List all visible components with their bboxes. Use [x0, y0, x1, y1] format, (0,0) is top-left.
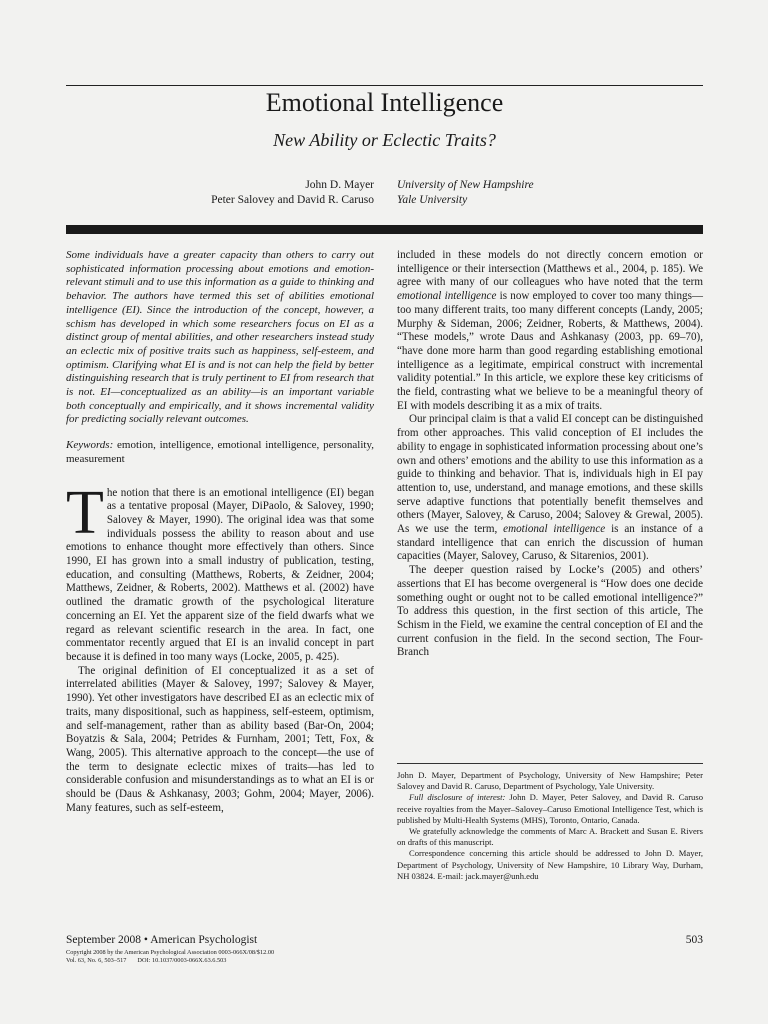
- body-paragraph-3: included in these models do not directly concern emotion or intelligence or their intersection (Matthews et al., 2004, p. 185). We agree with many of our colleagues who have noted that the term emotional intelligence is now employed to cover too many things—too many different traits, too many different concepts (Landy, 2005; Murphy & Sideman, 2006; Zeidner, Roberts, & Matthews, 2004). “These models,” wrote Daus and Ashkanasy (2003, pp. 69–70), “have done more harm than good regarding establishing emotional intelligence as a legitimate, empirical construct with incremental validity potential.” In this article, we explore these key criticisms of the field, contrasting what we believe to be a meaningful theory of EI with models describing it as a mix of traits.: [397, 249, 703, 412]
- left-column: [66, 249, 374, 815]
- body-paragraph-1: [66, 478, 374, 665]
- footnote-acknowledgment: We gratefully acknowledge the comments of Marc A. Brackett and Susan E. Rivers on drafts of this manuscript.: [397, 826, 703, 848]
- footer-journal: September 2008 • American Psychologist: [66, 934, 258, 946]
- body-paragraph-2: The original definition of EI conceptualized it as a set of interrelated abilities (Mayer & Salovey, 1997; Salovey & Mayer, 1990). Yet other investigators have described EI as an eclectic mix of traits, many dispositional, such as happiness, self-esteem, optimism, and self-management, rather than as ability based (Bar-On, 2004; Boyatzis & Sala, 2004; Petrides & Furnham, 2001; Tett, Fox, & Wang, 2005). This alternative approach to the concept—the use of the term to designate eclectic mixes of traits—has led to considerable confusion and misunderstandings as to what an EI is or should be (Daus & Ashkanasy, 2003; Gohm, 2004; Mayer, 2006). Many features, such as self-esteem,: [66, 664, 374, 814]
- copyright-line-1: Copyright 2008 by the American Psychological Association 0003-066X/08/$12.00: [66, 949, 275, 956]
- body-paragraph-1-text: he notion that there is an emotional intelligence (EI) began as a tentative proposal (Mayer, DiPaolo, & Salovey, 1990; Salovey & Mayer, 1990). The original idea was that some individuals possess the ability to reason about and use emotions to enhance thought more effectively than others. Since 1990, EI has grown into a small industry of publication, testing, education, and consulting (Matthews, Roberts, & Zeidner, 2004; Matthews, Zeidner, & Roberts, 2002). Matthews et al. (2002) have outlined the dramatic growth of the psychological literature concerning an EI. Yet the apparent size of the field dwarfs what we regard as relevant scientific research in the area. In fact, one commentator recently argued that EI is an invalid concept in part because it is defined in too many ways (Locke, 2005, p. 425).: [66, 486, 374, 663]
- keywords-text: emotion, intelligence, emotional intelligence, personality, measurement: [66, 439, 374, 465]
- keywords: [66, 439, 374, 466]
- right-column: [397, 249, 703, 660]
- affiliation-2: Yale University: [397, 194, 468, 206]
- affiliation-1: University of New Hampshire: [397, 179, 534, 191]
- drop-cap: T: [66, 478, 104, 547]
- copyright-line-2: Vol. 63, No. 6, 503–517 DOI: 10.1037/0003-066X.63.6.503: [66, 957, 227, 964]
- page-number: 503: [685, 934, 703, 946]
- header-divider-bar: [66, 225, 703, 234]
- author-line-1: John D. Mayer: [305, 179, 374, 191]
- footnote-disclosure: Full disclosure of interest: John D. Mayer, Peter Salovey, and David R. Caruso receive royalties from the Mayer–Salovey–Caruso Emotional Intelligence Test, which is published by Multi-Health Systems (MHS), Toronto, Ontario, Canada.: [397, 792, 703, 825]
- body-paragraph-4: Our principal claim is that a valid EI concept can be distinguished from other approaches. This valid conception of EI includes the ability to engage in sophisticated information processing about one’s own and others’ emotions and the ability to use this information as a guide to thinking and behavior. That is, individuals high in EI pay attention to, use, understand, and manage emotions, and these skills serve adaptive functions that potentially benefit themselves and others (Mayer, Salovey, & Caruso, 2004; Salovey & Grewal, 2005). As we use the term, emotional intelligence is an instance of a standard intelligence that can enrich the discussion of human capacities (Mayer, Salovey, Caruso, & Sitarenios, 2001).: [397, 413, 704, 563]
- keywords-label: Keywords:: [66, 439, 114, 452]
- author-names: [66, 178, 374, 208]
- copyright-notice: [66, 949, 274, 965]
- footnote-correspondence: Correspondence concerning this article should be addressed to John D. Mayer, Department of Psychology, University of New Hampshire, 10 Library Way, Durham, NH 03824. E-mail: jack.mayer@unh.edu: [397, 848, 703, 881]
- article-subtitle: New Ability or Eclectic Traits?: [273, 130, 496, 150]
- author-footnotes: [397, 763, 703, 882]
- footnote-affiliations: John D. Mayer, Department of Psychology, University of New Hampshire; Peter Salovey and David R. Caruso, Department of Psychology, Yale University.: [397, 770, 703, 792]
- body-paragraph-5: The deeper question raised by Locke’s (2005) and others’ assertions that EI has become overgeneral is “How does one decide something ought or ought not to be called emotional intelligence?” To address this question, in the first section of this article, The Schism in the Field, we examine the central conception of EI and the current confusion in the field. In the second section, The Four-Branch: [397, 564, 703, 659]
- article-title: Emotional Intelligence: [265, 88, 504, 117]
- author-affiliations: [397, 178, 697, 208]
- abstract: Some individuals have a greater capacity than others to carry out sophisticated information processing about emotions and emotion-relevant stimuli and to use this information as a guide to thinking and behavior. The authors have termed this set of abilities emotional intelligence (EI). Since the introduction of the concept, however, a schism has developed in which some researchers focus on EI as a distinct group of mental abilities, and other researchers instead study an eclectic mix of positive traits such as happiness, self-esteem, and optimism. Clarifying what EI is and is not can help the field by better distinguishing research that is truly pertinent to EI from research that is not. EI—conceptualized as an ability—is an important variable both conceptually and empirically, and it shows incremental validity for predicting socially relevant outcomes.: [66, 249, 374, 426]
- author-line-2: Peter Salovey and David R. Caruso: [211, 194, 374, 206]
